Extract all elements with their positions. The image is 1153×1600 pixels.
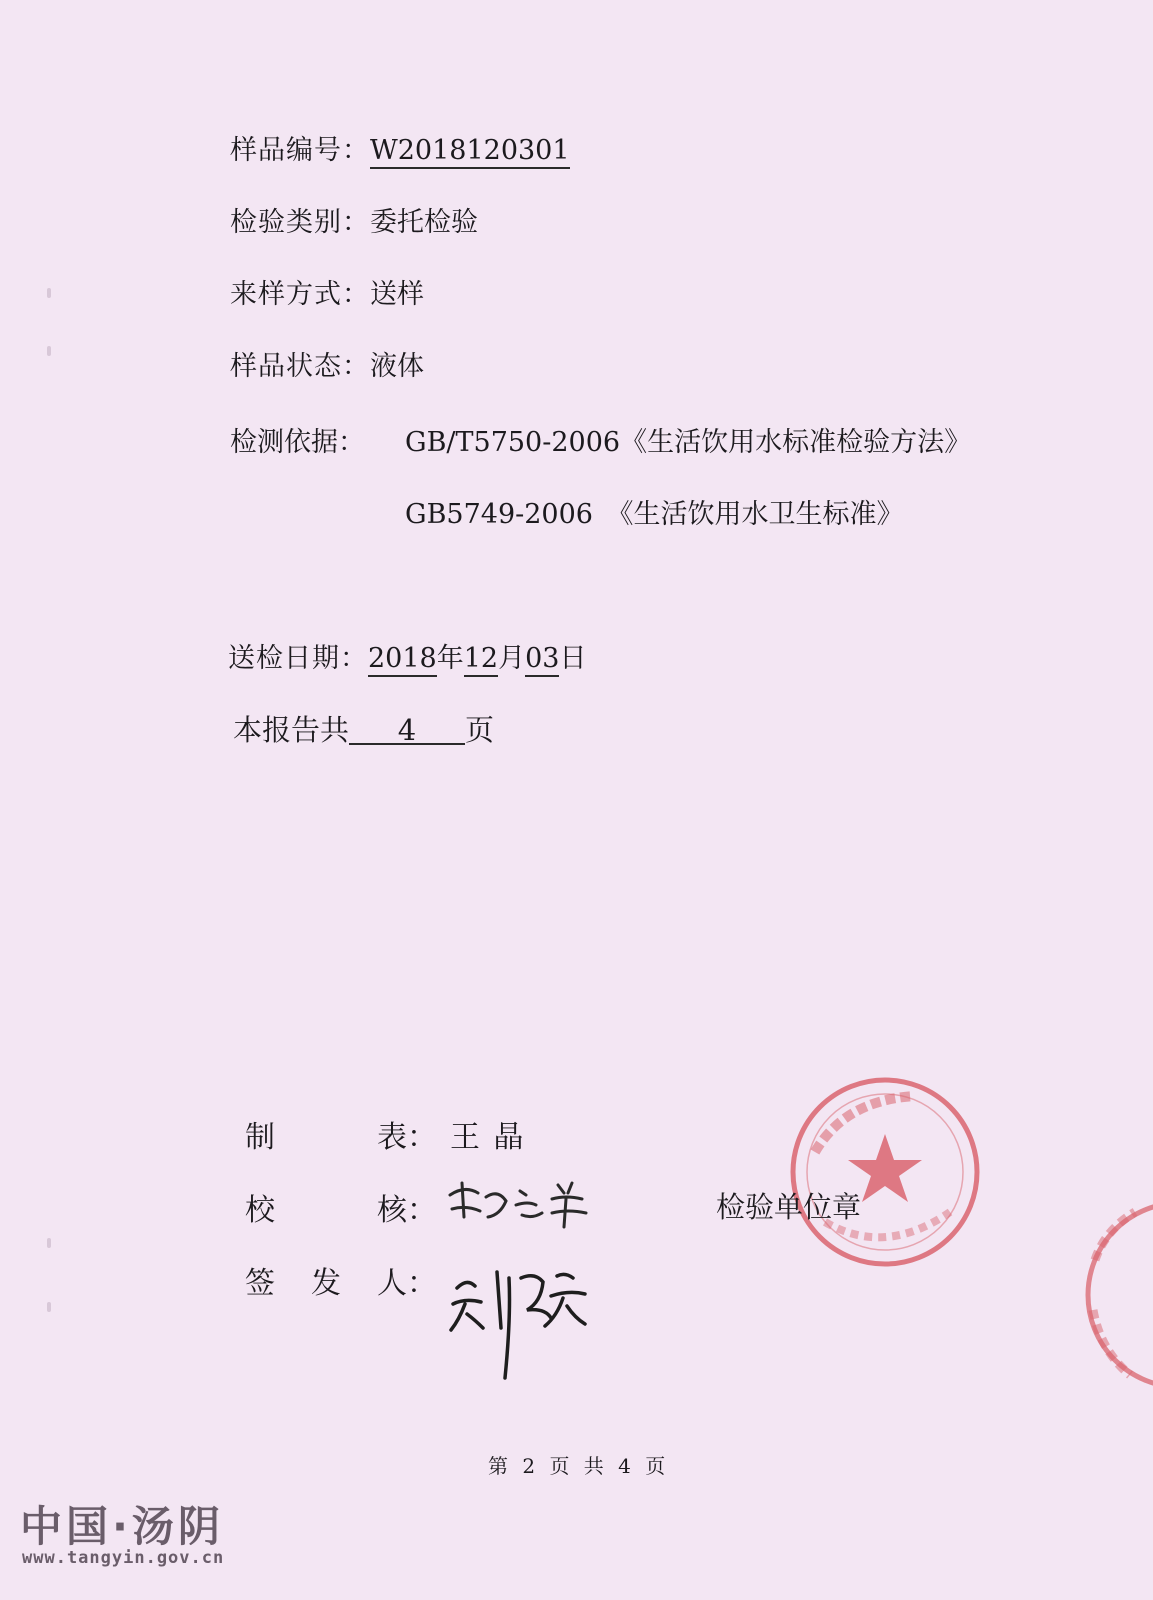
page-indicator: 第 2 页 共 4 页	[488, 1454, 670, 1478]
sampling-method-row	[230, 272, 424, 311]
submit-year: 2018	[368, 643, 437, 677]
inspection-type-label: 检验类别：	[230, 207, 370, 238]
sample-state-value: 液体	[370, 351, 424, 382]
prepared-label-a: 制	[245, 1120, 275, 1155]
punch-mark	[47, 288, 51, 298]
punch-mark	[47, 1238, 51, 1248]
sample-state-label: 样品状态：	[230, 351, 370, 382]
checker-signature	[440, 1175, 600, 1235]
inspection-type-value: 委托检验	[370, 207, 478, 238]
issued-label-c: 人：	[377, 1266, 437, 1301]
total-pages-value: 4	[349, 717, 465, 745]
total-pages-row	[233, 708, 494, 749]
issuer-signature	[445, 1258, 595, 1398]
checked-label-b: 核：	[377, 1193, 437, 1228]
inspection-type-row	[230, 200, 478, 239]
partial-stamp-icon	[1075, 1190, 1153, 1400]
site-watermark-name: 中国·汤阴	[20, 1502, 224, 1551]
sampling-method-label: 来样方式：	[230, 279, 370, 310]
year-unit: 年	[436, 643, 464, 674]
inspection-unit-stamp-icon	[785, 1072, 985, 1272]
checked-label-a: 校	[245, 1193, 275, 1228]
total-pages-prefix: 本报告共	[233, 713, 350, 747]
submit-date-label: 送检日期：	[228, 643, 368, 674]
submit-month: 12	[464, 643, 498, 677]
issued-label-a: 签	[245, 1266, 275, 1301]
submit-day: 03	[525, 643, 559, 677]
punch-mark	[47, 346, 51, 356]
month-unit: 月	[498, 643, 526, 674]
punch-mark	[47, 1302, 51, 1312]
day-unit: 日	[559, 643, 587, 674]
sampling-method-value: 送样	[370, 279, 424, 310]
sample-number-label: 样品编号：	[230, 135, 370, 166]
site-watermark-url: www.tangyin.gov.cn	[22, 1548, 225, 1568]
total-pages-suffix: 页	[465, 713, 495, 747]
issued-label-b: 发	[311, 1266, 341, 1301]
testing-basis-standard: GB5749-2006 《生活饮用水卫生标准》	[405, 499, 904, 530]
sample-state-row	[230, 344, 424, 383]
inspection-unit-seal-label: 检验单位章	[716, 1190, 862, 1224]
sample-number-value: W2018120301	[370, 135, 570, 169]
prepared-label-b: 表：	[377, 1120, 437, 1155]
prepared-by-name: 王 晶	[450, 1120, 526, 1155]
submit-date-row	[228, 636, 586, 675]
testing-basis-label: 检测依据：	[230, 427, 365, 458]
testing-basis-standard: GB/T5750-2006《生活饮用水标准检验方法》	[405, 427, 972, 458]
sample-number-row	[230, 128, 570, 167]
